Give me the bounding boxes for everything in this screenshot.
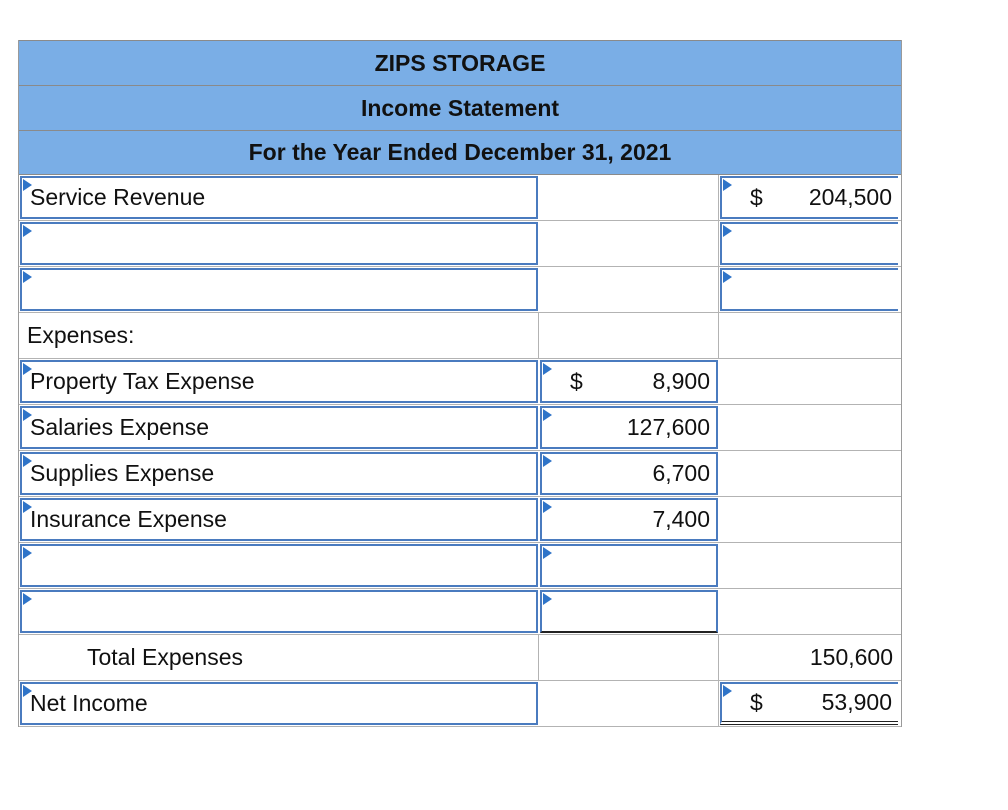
statement-title: Income Statement (360, 94, 560, 121)
dropdown-marker-icon (23, 409, 32, 421)
dropdown-marker-icon (543, 593, 552, 605)
total-cell (719, 589, 899, 634)
dropdown-marker-icon (23, 179, 32, 191)
dropdown-marker-icon (23, 685, 32, 697)
dropdown-marker-icon (723, 685, 732, 697)
table-row (19, 359, 901, 405)
dollar-sign: $ (750, 184, 763, 210)
table-row (19, 589, 901, 635)
income-statement-sheet (18, 40, 902, 727)
label-input[interactable]: Service Revenue (20, 176, 538, 219)
dropdown-marker-icon (23, 225, 32, 237)
table-row (19, 681, 901, 727)
amount-input[interactable] (540, 590, 718, 633)
dollar-sign: $ (750, 689, 763, 715)
dropdown-marker-icon (23, 501, 32, 513)
dropdown-marker-icon (543, 547, 552, 559)
label-input[interactable] (20, 590, 538, 633)
amount-input[interactable] (540, 544, 718, 587)
dropdown-marker-icon (23, 271, 32, 283)
total-input[interactable] (720, 222, 898, 265)
table-row (19, 451, 901, 497)
dropdown-marker-icon (543, 501, 552, 513)
statement-period: For the Year Ended December 31, 2021 (248, 139, 672, 165)
amount-cell (539, 175, 719, 220)
total-cell (719, 405, 899, 450)
amount-input[interactable]: 7,400 (540, 498, 718, 541)
dropdown-marker-icon (543, 455, 552, 467)
total-expenses-value: 150,600 (809, 644, 893, 670)
dropdown-marker-icon (543, 409, 552, 421)
dropdown-marker-icon (723, 225, 732, 237)
label-input[interactable] (20, 268, 538, 311)
amount-input[interactable]: 127,600 (540, 406, 718, 449)
section-label: Expenses: (19, 313, 539, 358)
table-row (19, 221, 901, 267)
company-name-header (19, 40, 901, 85)
label-input[interactable]: Salaries Expense (20, 406, 538, 449)
dropdown-marker-icon (23, 593, 32, 605)
dropdown-marker-icon (23, 455, 32, 467)
label-input[interactable] (20, 222, 538, 265)
company-name: ZIPS STORAGE (374, 49, 546, 76)
label-input[interactable]: Insurance Expense (20, 498, 538, 541)
total-input[interactable]: $ 204,500 (720, 176, 898, 219)
dollar-sign: $ (570, 368, 583, 394)
amount-input[interactable]: 6,700 (540, 452, 718, 495)
total-input[interactable] (720, 268, 898, 311)
amount-cell (539, 221, 719, 266)
amount-input[interactable]: $ 8,900 (540, 360, 718, 403)
dropdown-marker-icon (723, 179, 732, 191)
amount-cell (539, 635, 719, 680)
total-cell (719, 497, 899, 542)
total-cell (719, 543, 899, 588)
total-cell (719, 359, 899, 404)
table-row (19, 405, 901, 451)
dropdown-marker-icon (23, 363, 32, 375)
label-input[interactable]: Supplies Expense (20, 452, 538, 495)
label-input[interactable]: Net Income (20, 682, 538, 725)
table-row (19, 543, 901, 589)
period-header (19, 130, 901, 175)
statement-title-header (19, 85, 901, 130)
amount-cell (539, 267, 719, 312)
total-cell (719, 313, 899, 358)
dropdown-marker-icon (543, 363, 552, 375)
label-input[interactable]: Property Tax Expense (20, 360, 538, 403)
amount-cell (539, 313, 719, 358)
total-expenses-label: Total Expenses (19, 635, 539, 680)
table-row (19, 175, 901, 221)
table-row (19, 267, 901, 313)
label-input[interactable] (20, 544, 538, 587)
table-row (19, 497, 901, 543)
dropdown-marker-icon (723, 271, 732, 283)
table-row (19, 635, 901, 681)
table-row (19, 313, 901, 359)
dropdown-marker-icon (23, 547, 32, 559)
total-cell (719, 451, 899, 496)
net-income-input[interactable]: $ 53,900 (720, 682, 898, 725)
amount-cell (539, 681, 719, 726)
